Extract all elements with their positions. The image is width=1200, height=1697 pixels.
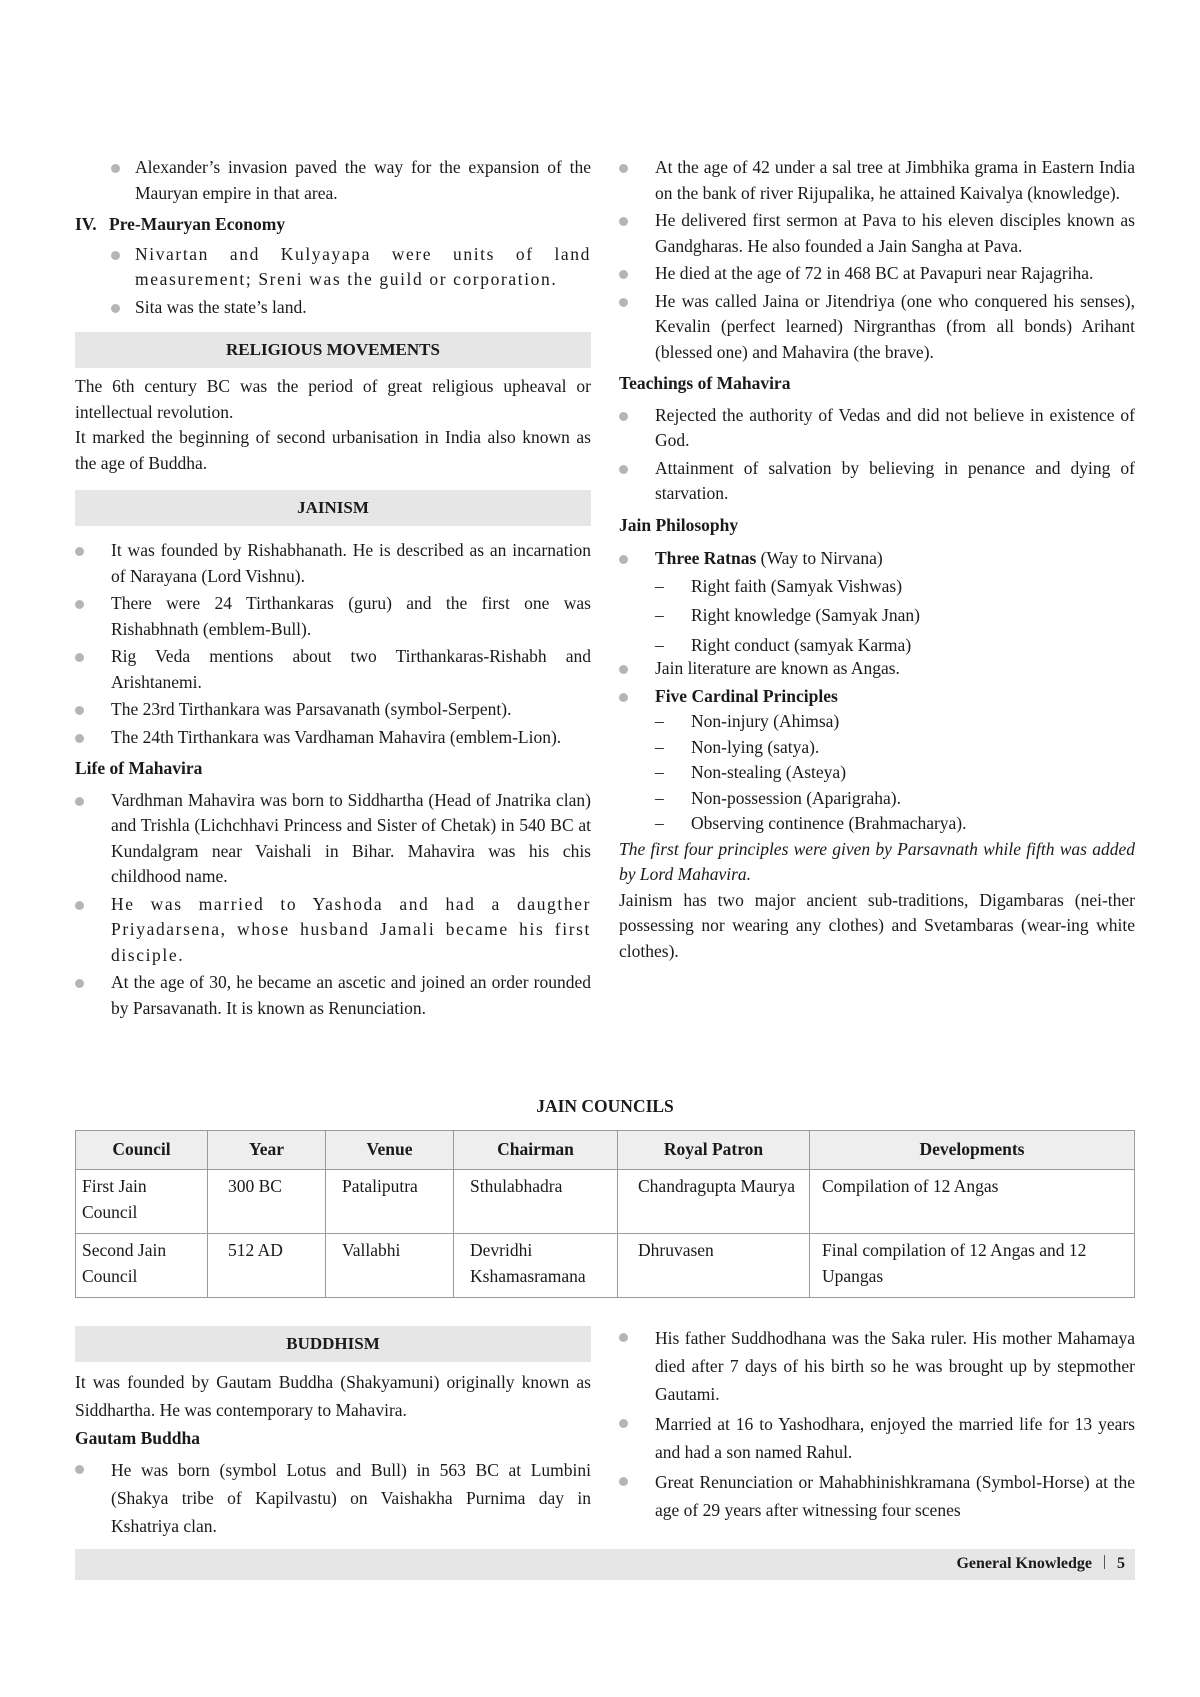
bullet-list [75,788,591,1022]
bold-term: Three Ratnas [655,548,757,568]
buddhism-left-column [75,1326,591,1542]
page-footer [75,1549,1135,1580]
list-item: – Non-injury (Ahimsa) [619,709,1135,735]
list-item: He was married to Yashoda and had a daugther Priyadarsena, whose husband Jamali became his first disciple. [75,892,591,969]
table-cell: Compilation of 12 Angas [810,1170,1135,1234]
section-banner [75,490,591,526]
bullet-list [75,538,591,750]
section-title: Pre-Mauryan Economy [109,214,286,234]
table-cell: Devridhi Kshamasramana [454,1234,618,1298]
table-cell: 512 AD [208,1234,326,1298]
list-item: Sita was the state’s land. [75,295,591,321]
list-item: – Non-possession (Aparigraha). [619,786,1135,812]
jain-councils-table [75,1130,1135,1298]
list-item: There were 24 Tirthankaras (guru) and the first one was Rishabhnath (emblem-Bull). [75,591,591,642]
section-banner [75,332,591,368]
dash-list [619,574,1135,659]
table-title: JAIN COUNCILS [536,1096,674,1116]
dash-list [619,709,1135,837]
list-item: Great Renunciation or Mahabhinishkramana (Symbol-Horse) at the age of 29 years after witnessing four scenes [619,1468,1135,1524]
list-item: At the age of 30, he became an ascetic and joined an order rounded by Parsavanath. It is known as Renunciation. [75,970,591,1021]
bullet-list [619,403,1135,507]
right-column [619,155,1135,964]
bullet-list [619,546,1135,572]
list-item: He delivered first sermon at Pava to his eleven disciples known as Gandgharas. He also founded a Jain Sangha at Pava. [619,208,1135,259]
table-cell: Pataliputra [326,1170,454,1234]
list-item: At the age of 42 under a sal tree at Jimbhika grama in Eastern India on the bank of river Rijupalika, he attained Kaivalya (knowledge). [619,155,1135,206]
column-header: Royal Patron [618,1131,810,1170]
banner-title: JAINISM [297,498,369,517]
list-item: Rig Veda mentions about two Tirthankaras-Rishabh and Arishtanemi. [75,644,591,695]
list-item: – Non-lying (satya). [619,735,1135,761]
list-item: His father Suddhodhana was the Saka ruler. His mother Mahamaya died after 7 days of his birth so he was brought up by stepmother Gautami. [619,1324,1135,1408]
table-row [76,1234,1135,1298]
paragraph: It marked the beginning of second urbanisation in India also known as the age of Buddha. [75,427,591,473]
column-header: Year [208,1131,326,1170]
banner-title: RELIGIOUS MOVEMENTS [226,340,440,359]
list-item: He was called Jaina or Jitendriya (one who conquered his senses), Kevalin (perfect learned) Nirgranthas (from all bonds) Arihant (blessed one) and Mahavira (the brave). [619,289,1135,366]
table-cell: Second Jain Council [76,1234,208,1298]
footer-text [956,1555,1125,1573]
list-item [619,546,1135,572]
list-item: He died at the age of 72 in 468 BC at Pavapuri near Rajagriha. [619,261,1135,287]
bold-term: Five Cardinal Principles [655,685,838,706]
table-cell: Final compilation of 12 Angas and 12 Upangas [810,1234,1135,1298]
paragraph: The 6th century BC was the period of great religious upheaval or intellectual revolution. [75,376,591,422]
column-header: Chairman [454,1131,618,1170]
table-header-row [76,1131,1135,1170]
page-number: 5 [1117,1555,1125,1572]
bullet-list [75,242,591,321]
term-note: (Way to Nirvana) [756,548,883,568]
column-header: Developments [810,1131,1135,1170]
column-header: Council [76,1131,208,1170]
list-item: Rejected the authority of Vedas and did not believe in existence of God. [619,403,1135,454]
list-item: – Observing continence (Brahmacharya). [619,811,1135,837]
list-item: – Right faith (Samyak Vishwas) [619,574,1135,600]
list-item: Attainment of salvation by believing in penance and dying of starvation. [619,456,1135,507]
subheading: Life of Mahavira [75,758,203,778]
list-item: The 23rd Tirthankara was Parsavanath (symbol-Serpent). [75,697,591,723]
list-item: – Non-stealing (Asteya) [619,760,1135,786]
bullet-list [619,1324,1135,1524]
list-item [619,684,1135,710]
bullet-list [75,1456,591,1540]
banner-title: BUDDHISM [286,1334,380,1353]
list-item: – Right conduct (samyak Karma) [619,633,1135,659]
table-cell: 300 BC [208,1170,326,1234]
table-cell: First Jain Council [76,1170,208,1234]
bullet-list [619,656,1135,709]
paragraph: Jainism has two major ancient sub-traditions, Digambaras (nei-ther possessing nor wearing any clothes) and Svetambaras (wear-ing white clothes). [619,889,1135,961]
subheading: Jain Philosophy [619,514,739,535]
list-item: Vardhman Mahavira was born to Siddhartha (Head of Jnatrika clan) and Trishla (Lichchhavi Princess and Sister of Chetak) in 540 BC at Kundalgram near Vaishali in Bihar. Mahavira was his chis childhood name. [75,788,591,890]
section-heading [75,212,591,238]
list-item: It was founded by Rishabhanath. He is described as an incarnation of Narayana (Lord Vishnu). [75,538,591,589]
list-item: Married at 16 to Yashodhara, enjoyed the married life for 13 years and had a son named Rahul. [619,1410,1135,1466]
bullet-list [75,155,591,206]
paragraph: It was founded by Gautam Buddha (Shakyamuni) originally known as Siddhartha. He was contemporary to Mahavira. [75,1372,591,1420]
list-item: He was born (symbol Lotus and Bull) in 563 BC at Lumbini (Shakya tribe of Kapilvastu) on Vaishakha Purnima day in Kshatriya clan. [75,1456,591,1540]
list-item: Nivartan and Kulyayapa were units of land measurement; Sreni was the guild or corporation. [75,242,591,293]
section-banner [75,1326,591,1362]
table-row [76,1170,1135,1234]
section-number: IV. [75,214,97,234]
bullet-list [619,155,1135,365]
table-cell: Sthulabhadra [454,1170,618,1234]
left-column [75,155,591,1023]
subheading: Gautam Buddha [75,1428,200,1448]
subheading: Teachings of Mahavira [619,373,791,393]
footer-separator [1104,1555,1105,1569]
list-item: Jain literature are known as Angas. [619,656,1135,682]
list-item: The 24th Tirthankara was Vardhaman Mahavira (emblem-Lion). [75,725,591,751]
list-item: – Right knowledge (Samyak Jnan) [619,603,1135,629]
list-item: Alexander’s invasion paved the way for the expansion of the Mauryan empire in that area. [75,155,591,206]
table-cell: Dhruvasen [618,1234,810,1298]
column-header: Venue [326,1131,454,1170]
buddhism-right-column [619,1324,1135,1526]
italic-note: The first four principles were given by Parsavnath while fifth was added by Lord Mahavira. [619,838,1135,884]
footer-label: General Knowledge [956,1555,1092,1572]
table-cell: Chandragupta Maurya [618,1170,810,1234]
table-cell: Vallabhi [326,1234,454,1298]
